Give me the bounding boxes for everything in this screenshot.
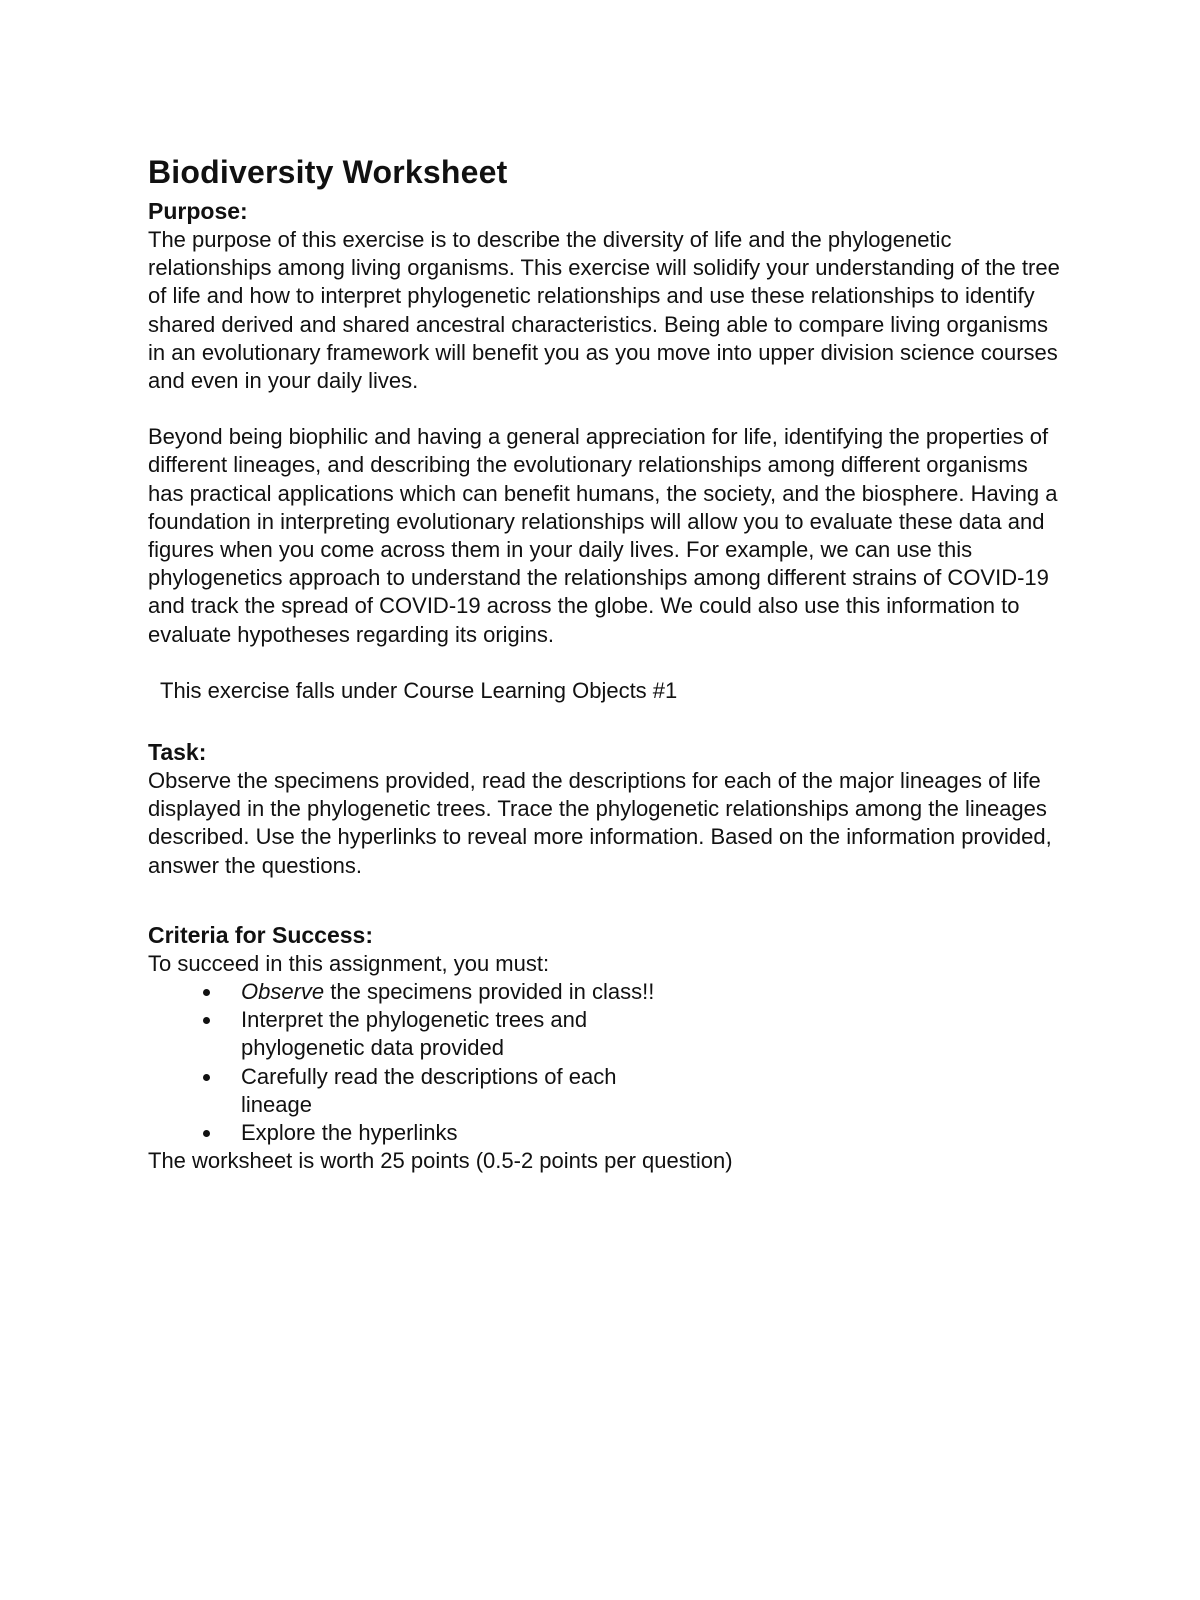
criteria-item-explore — [148, 1119, 671, 1147]
criteria-heading: Criteria for Success: — [148, 921, 373, 948]
bullet-icon — [203, 1074, 210, 1081]
criteria-item-interpret — [148, 1006, 671, 1062]
criteria-list — [148, 978, 1068, 1147]
criteria-item-emphasis: Observe — [241, 979, 325, 1005]
bullet-icon — [203, 1130, 210, 1137]
points-note: The worksheet is worth 25 points (0.5-2 points per question) — [148, 1148, 733, 1174]
purpose-paragraph-2: Beyond being biophilic and having a general appreciation for life, identifying the properties of different lineages, and describing the evolutionary relationships among different organisms has practical applications which can benefit humans, the society, and the biosphere. Having a foundation in interpreting evolutionary relationships will allow you to evaluate these data and figures when you come across them in your daily lives. For example, we can use this phylogenetics approach to understand the relationships among different strains of COVID-19 and track the spread of COVID-19 across the globe. We could also use this information to evaluate hypotheses regarding its origins. — [148, 424, 1058, 647]
learning-objective-note: This exercise falls under Course Learning Objects #1 — [160, 677, 678, 703]
criteria-item-text: Explore the hyperlinks — [241, 1120, 458, 1146]
worksheet-page — [148, 150, 1068, 1175]
criteria-item-observe — [148, 978, 671, 1006]
bullet-icon — [203, 1017, 210, 1024]
task-heading: Task: — [148, 739, 207, 766]
task-text: Observe the specimens provided, read the descriptions for each of the major lineages of life displayed in the phylogenetic trees. Trace the phylogenetic relationships among the lineages described. Use the hyperlinks to reveal more information. Based on the information provided, answer the questions. — [148, 768, 1052, 878]
purpose-heading: Purpose: — [148, 198, 248, 224]
criteria-item-text: Carefully read the descriptions of each lineage — [241, 1063, 617, 1117]
bullet-icon — [203, 989, 210, 996]
criteria-item-text: Interpret the phylogenetic trees and phylogenetic data provided — [241, 1007, 588, 1061]
purpose-paragraph-1: The purpose of this exercise is to describe the diversity of life and the phylogenetic relationships among living organisms. This exercise will solidify your understanding of the tree of life and how to interpret phylogenetic relationships and use these relationships to identify shared derived and shared ancestral characteristics. Being able to compare living organisms in an evolutionary framework will benefit you as you move into upper division science courses and even in your daily lives. — [148, 227, 1060, 394]
criteria-intro: To succeed in this assignment, you must: — [148, 950, 550, 976]
criteria-item-text: the specimens provided in class!! — [324, 979, 655, 1005]
criteria-item-read — [148, 1063, 671, 1119]
page-title: Biodiversity Worksheet — [148, 154, 508, 190]
